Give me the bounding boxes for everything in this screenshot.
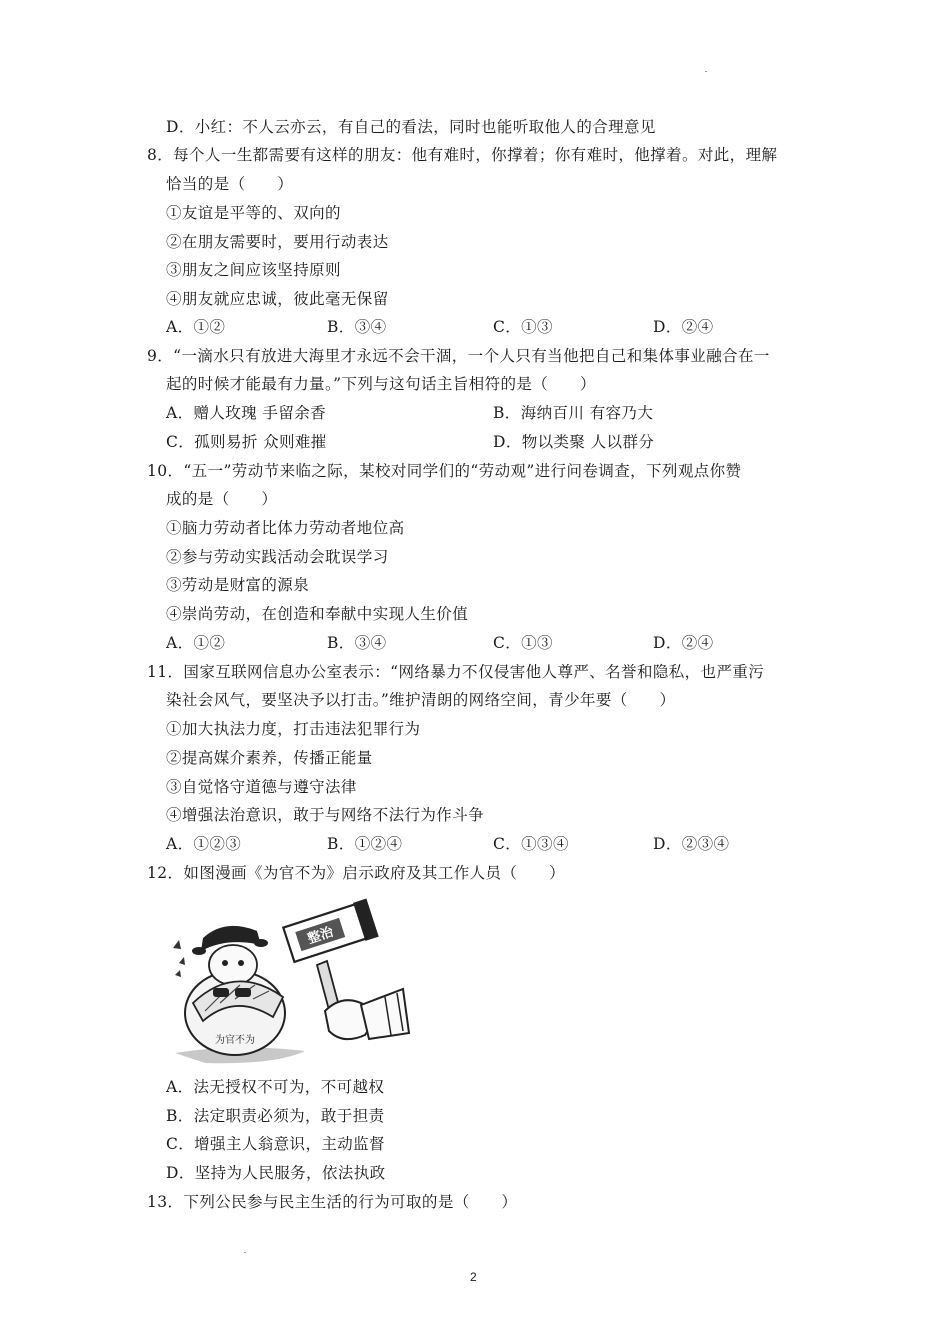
q11-item: ③自觉恪守道德与遵守法律 xyxy=(166,778,357,796)
q11-stem-line2: 染社会风气，要坚决予以打击。”维护清朗的网络空间，青少年要（ ） xyxy=(166,691,676,709)
hammer-label: 整治 xyxy=(306,924,336,948)
q10-item: ③劳动是财富的源泉 xyxy=(166,576,310,594)
q10-option-a: A．①② xyxy=(166,634,226,652)
q12-option-c: C．增强主人翁意识，主动监督 xyxy=(166,1135,385,1153)
q11-stem-line1: 11．国家互联网信息办公室表示：“网络暴力不仅侵害他人尊严、名誉和隐私，也严重污 xyxy=(147,663,765,681)
fan-label: 为官不为 xyxy=(215,1035,255,1046)
hammer-head xyxy=(283,899,379,964)
q10-stem-line1: 10．“五一”劳动节来临之际，某校对同学们的“劳动观”进行问卷调查，下列观点你赞 xyxy=(147,462,742,480)
q10-stem-line2: 成的是（ ） xyxy=(166,490,278,508)
q10-option-b: B．③④ xyxy=(327,634,387,652)
q9-option-b: B．海纳百川 有容乃大 xyxy=(493,404,654,422)
q11-option-a: A．①②③ xyxy=(166,835,242,853)
scan-speck xyxy=(244,1252,246,1253)
page-number: 2 xyxy=(470,1270,477,1284)
q8-option-c: C．①③ xyxy=(493,318,553,336)
q11-option-b: B．①②④ xyxy=(327,835,403,853)
q9-option-c: C．孤则易折 众则难摧 xyxy=(166,433,327,451)
q9-option-a: A．赠人玫瑰 手留余香 xyxy=(166,404,327,422)
official-face xyxy=(209,945,257,985)
q9-stem-line1: 9．“一滴水只有放进大海里才永远不会干涸，一个人只有当他把自己和集体事业融合在一 xyxy=(147,347,770,365)
q10-item: ①脑力劳动者比体力劳动者地位高 xyxy=(166,519,405,537)
q8-stem-line1: 8．每个人一生都需要有这样的朋友：他有难时，你撑着；你有难时，他撑着。对此，理解 xyxy=(147,146,778,164)
cartoon-image xyxy=(165,893,410,1068)
q10-option-d: D．②④ xyxy=(653,634,714,652)
q9-stem-line2: 起的时候才能最有力量。”下列与这句话主旨相符的是（ ） xyxy=(166,375,596,393)
q8-item: ③朋友之间应该坚持原则 xyxy=(166,261,341,279)
q11-item: ④增强法治意识，敢于与网络不法行为作斗争 xyxy=(166,806,485,824)
q9-option-d: D．物以类聚 人以群分 xyxy=(493,433,655,451)
q10-item: ②参与劳动实践活动会耽误学习 xyxy=(166,548,389,566)
q7-option-d: D．小红：不人云亦云，有自己的看法，同时也能听取他人的合理意见 xyxy=(166,118,656,136)
q10-option-c: C．①③ xyxy=(493,634,553,652)
q8-item: ②在朋友需要时，要用行动表达 xyxy=(166,233,389,251)
q12-option-d: D．坚持为人民服务，依法执政 xyxy=(166,1164,386,1182)
q11-item: ①加大执法力度，打击违法犯罪行为 xyxy=(166,720,421,738)
q13-stem: 13．下列公民参与民主生活的行为可取的是（ ） xyxy=(147,1193,518,1211)
sweat-drops xyxy=(173,940,185,977)
q8-item: ④朋友就应忠诚，彼此毫无保留 xyxy=(166,290,389,308)
q10-item: ④崇尚劳动，在创造和奉献中实现人生价值 xyxy=(166,605,469,623)
q8-stem-line2: 恰当的是（ ） xyxy=(166,175,294,193)
q11-item: ②提高媒介素养，传播正能量 xyxy=(166,749,373,767)
q8-item: ①友谊是平等的、双向的 xyxy=(166,204,341,222)
sleeve xyxy=(361,989,409,1039)
q12-option-b: B．法定职责必须为，敢于担责 xyxy=(166,1107,385,1125)
q8-option-d: D．②④ xyxy=(653,318,714,336)
q12-option-a: A．法无授权不可为，不可越权 xyxy=(166,1078,385,1096)
q11-option-d: D．②③④ xyxy=(653,835,730,853)
q8-option-a: A．①② xyxy=(166,318,226,336)
q12-stem: 12．如图漫画《为官不为》启示政府及其工作人员（ ） xyxy=(147,864,566,882)
q11-option-c: C．①③④ xyxy=(493,835,569,853)
scan-speck xyxy=(705,71,707,72)
q8-option-b: B．③④ xyxy=(327,318,387,336)
